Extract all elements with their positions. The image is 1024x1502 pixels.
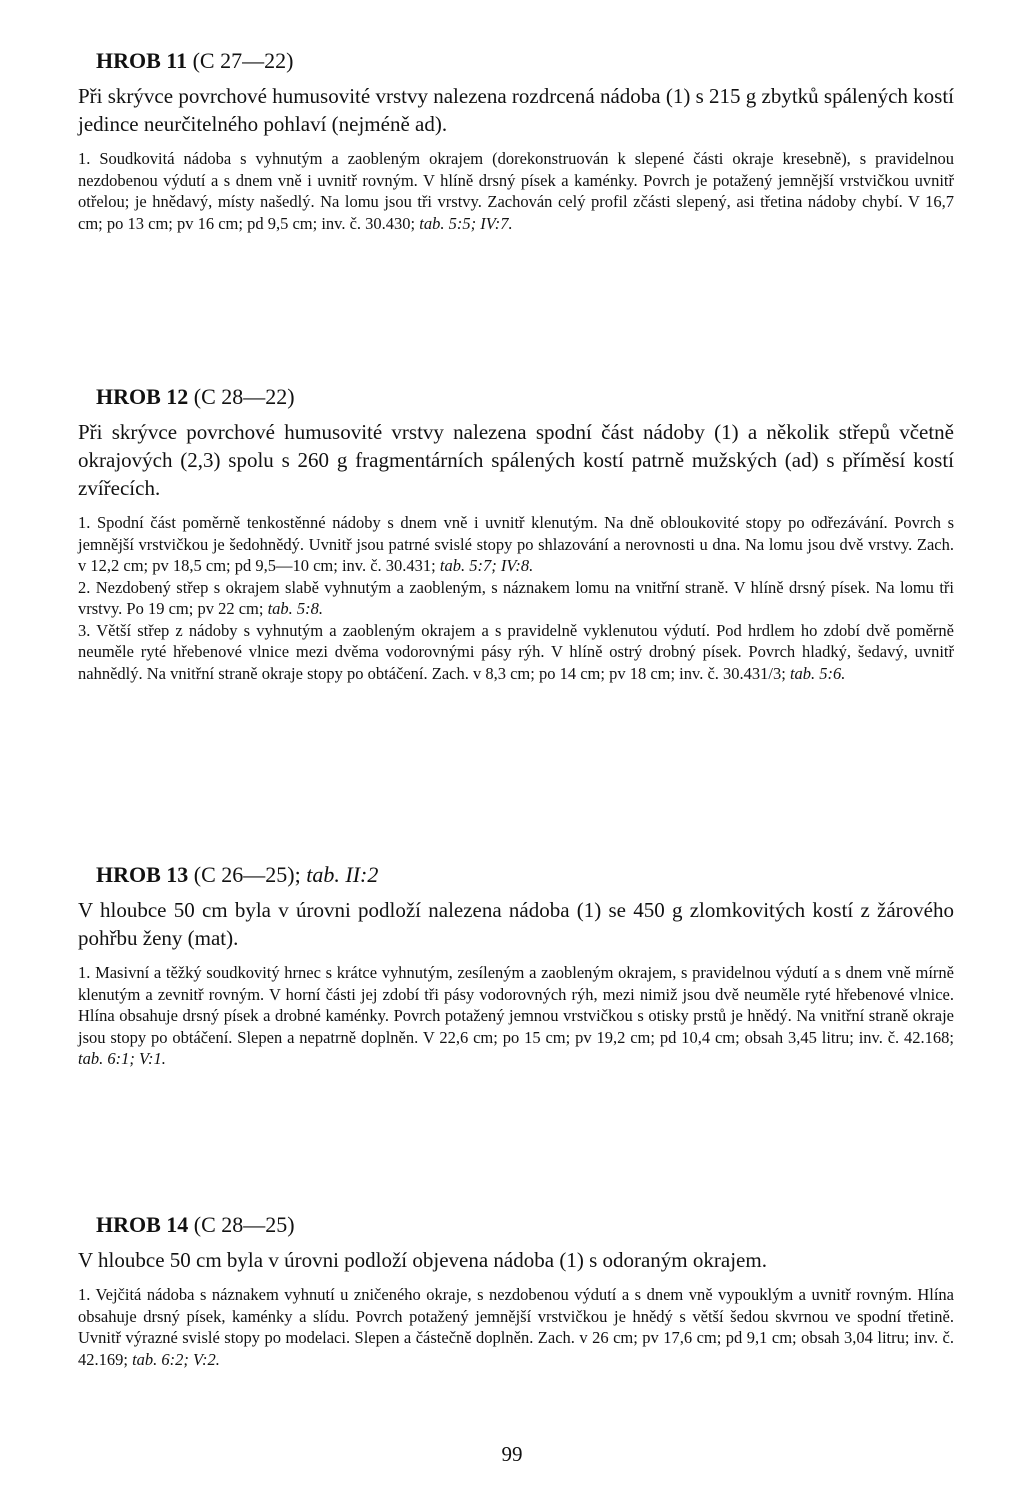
- find-item: [78, 148, 954, 234]
- grave-entry-14: [78, 1210, 954, 1370]
- grave-intro: V hloubce 50 cm byla v úrovni podloží nalezena nádoba (1) se 450 g zlomkovitých kostí z žárového pohřbu ženy (mat).: [78, 898, 954, 950]
- grave-entry-12: [78, 382, 954, 684]
- grave-heading: [96, 1210, 954, 1240]
- grave-intro: Při skrývce povrchové humusovité vrstvy nalezena spodní část nádoby (1) a několik střepů včetně okrajových (2,3) spolu s 260 g fragmentárních spálených kostí patrně mužských (ad) s příměsí kostí zvířecích.: [78, 420, 954, 500]
- grave-entry-11: [78, 46, 954, 234]
- grave-code: HROB 12: [96, 384, 189, 409]
- find-item: [78, 512, 954, 577]
- find-item-refs: tab. 5:5; IV:7.: [419, 213, 513, 233]
- grave-grid-ref: (C 28—22): [193, 384, 295, 409]
- grave-code: HROB 11: [96, 48, 188, 73]
- find-item-refs: tab. 5:7; IV:8.: [439, 556, 534, 575]
- grave-code: HROB 13: [96, 862, 189, 887]
- grave-table-ref: tab. II:2: [306, 862, 379, 887]
- find-item: [78, 962, 954, 1070]
- grave-code: HROB 14: [96, 1212, 189, 1237]
- grave-entry-13: [78, 860, 954, 1070]
- find-item-text: 1. Soudkovitá nádoba s vyhnutým a zaobleným okrajem (dorekonstruován k slepené části okraje kresebně), s pravidelnou nezdobenou výdutí a s dnem vně i uvnitř rovným. V hlíně drsný písek a kaménky. Povrch je potažený jemnější vrstvičkou uvnitř otřelou; je hnědavý, místy našedlý. Na lomu jsou tři vrstvy. Zachován celý profil zčásti slepený, asi třetina nádoby chybí. V 16,7 cm; po 13 cm; pv 16 cm; pd 9,5 cm; inv. č. 30.430;: [78, 149, 954, 233]
- find-item-text: 1. Spodní část poměrně tenkostěnné nádoby s dnem vně i uvnitř klenutým. Na dně obloukovité stopy po odřezávání. Povrch s jemnější vrstvičkou je šedohnědý. Uvnitř jsou patrné svislé stopy po shlazování a nerovnosti u dna. Na lomu jsou dvě vrstvy. Zach. v 12,2 cm; pv 18,5 cm; pd 9,5—10 cm; inv. č. 30.431;: [78, 513, 954, 575]
- grave-grid-ref: (C 26—25);: [193, 862, 301, 887]
- find-item: [78, 620, 954, 685]
- page-number: 99: [501, 1442, 523, 1466]
- find-item: [78, 577, 954, 620]
- find-item-refs: tab. 5:6.: [789, 663, 846, 683]
- grave-heading: [96, 382, 954, 412]
- find-item-refs: tab. 6:2; V:2.: [132, 1349, 220, 1369]
- find-item-text: 1. Masivní a těžký soudkovitý hrnec s krátce vyhnutým, zesíleným a zaobleným okrajem, s pravidelnou výdutí a s dnem vně mírně klenutým a zevnitř rovným. V horní části jej zdobí tři pásy vodorovných rýh, mezi nimiž jsou dvě neuměle ryté hřebenové vlnice. Hlína obsahuje drsný písek a drobné kaménky. Povrch potažený jemnou vrstvičkou s otisky prstů je hnědý. Na vnitřní straně okraje jsou stopy po obtáčení. Slepen a nepatrně doplněn. V 22,6 cm; po 15 cm; pv 19,2 cm; pd 10,4 cm; obsah 3,45 litru; inv. č. 42.168;: [78, 963, 954, 1047]
- find-item: [78, 1284, 954, 1370]
- grave-grid-ref: (C 27—22): [192, 48, 294, 73]
- grave-intro: V hloubce 50 cm byla v úrovni podloží objevena nádoba (1) s odoraným okrajem.: [78, 1248, 767, 1272]
- grave-intro: Při skrývce povrchové humusovité vrstvy nalezena rozdrcená nádoba (1) s 215 g zbytků spálených kostí jedince neurčitelného pohlaví (nejméně ad).: [78, 84, 954, 136]
- grave-heading: [96, 46, 954, 76]
- find-item-text: 1. Vejčitá nádoba s náznakem vyhnutí u zničeného okraje, s nezdobenou výdutí a s dnem vně vypouklým a uvnitř rovným. Hlína obsahuje drsný písek, kaménky a slídu. Povrch potažený jemnější vrstvičkou je hnědý s větší šedou skvrnou ve spodní třetině. Uvnitř výrazné svislé stopy po modelaci. Slepen a částečně doplněn. Zach. v 26 cm; pv 17,6 cm; pd 9,1 cm; obsah 3,04 litru; inv. č. 42.169;: [78, 1285, 954, 1369]
- find-item-text: 2. Nezdobený střep s okrajem slabě vyhnutým a zaobleným, s náznakem lomu na vnitřní straně. V hlíně drsný písek. Na lomu tři vrstvy. Po 19 cm; pv 22 cm;: [78, 577, 954, 618]
- grave-heading: [96, 860, 954, 890]
- find-item-refs: tab. 5:8.: [267, 599, 324, 618]
- find-item-refs: tab. 6:1; V:1.: [78, 1049, 166, 1068]
- find-item-text: 3. Větší střep z nádoby s vyhnutým a zaobleným okrajem a s pravidelně vyklenutou výdutí. Pod hrdlem ho zdobí dvě poměrně neuměle ryté hřebenové vlnice mezi dvěma vodorovnými pásy rýh. V hlíně ostrý drobný písek. Povrch hladký, šedavý, uvnitř nahnědlý. Na vnitřní straně okraje stopy po obtáčení. Zach. v 8,3 cm; po 14 cm; pv 18 cm; inv. č. 30.431/3;: [78, 620, 954, 683]
- grave-grid-ref: (C 28—25): [193, 1212, 295, 1237]
